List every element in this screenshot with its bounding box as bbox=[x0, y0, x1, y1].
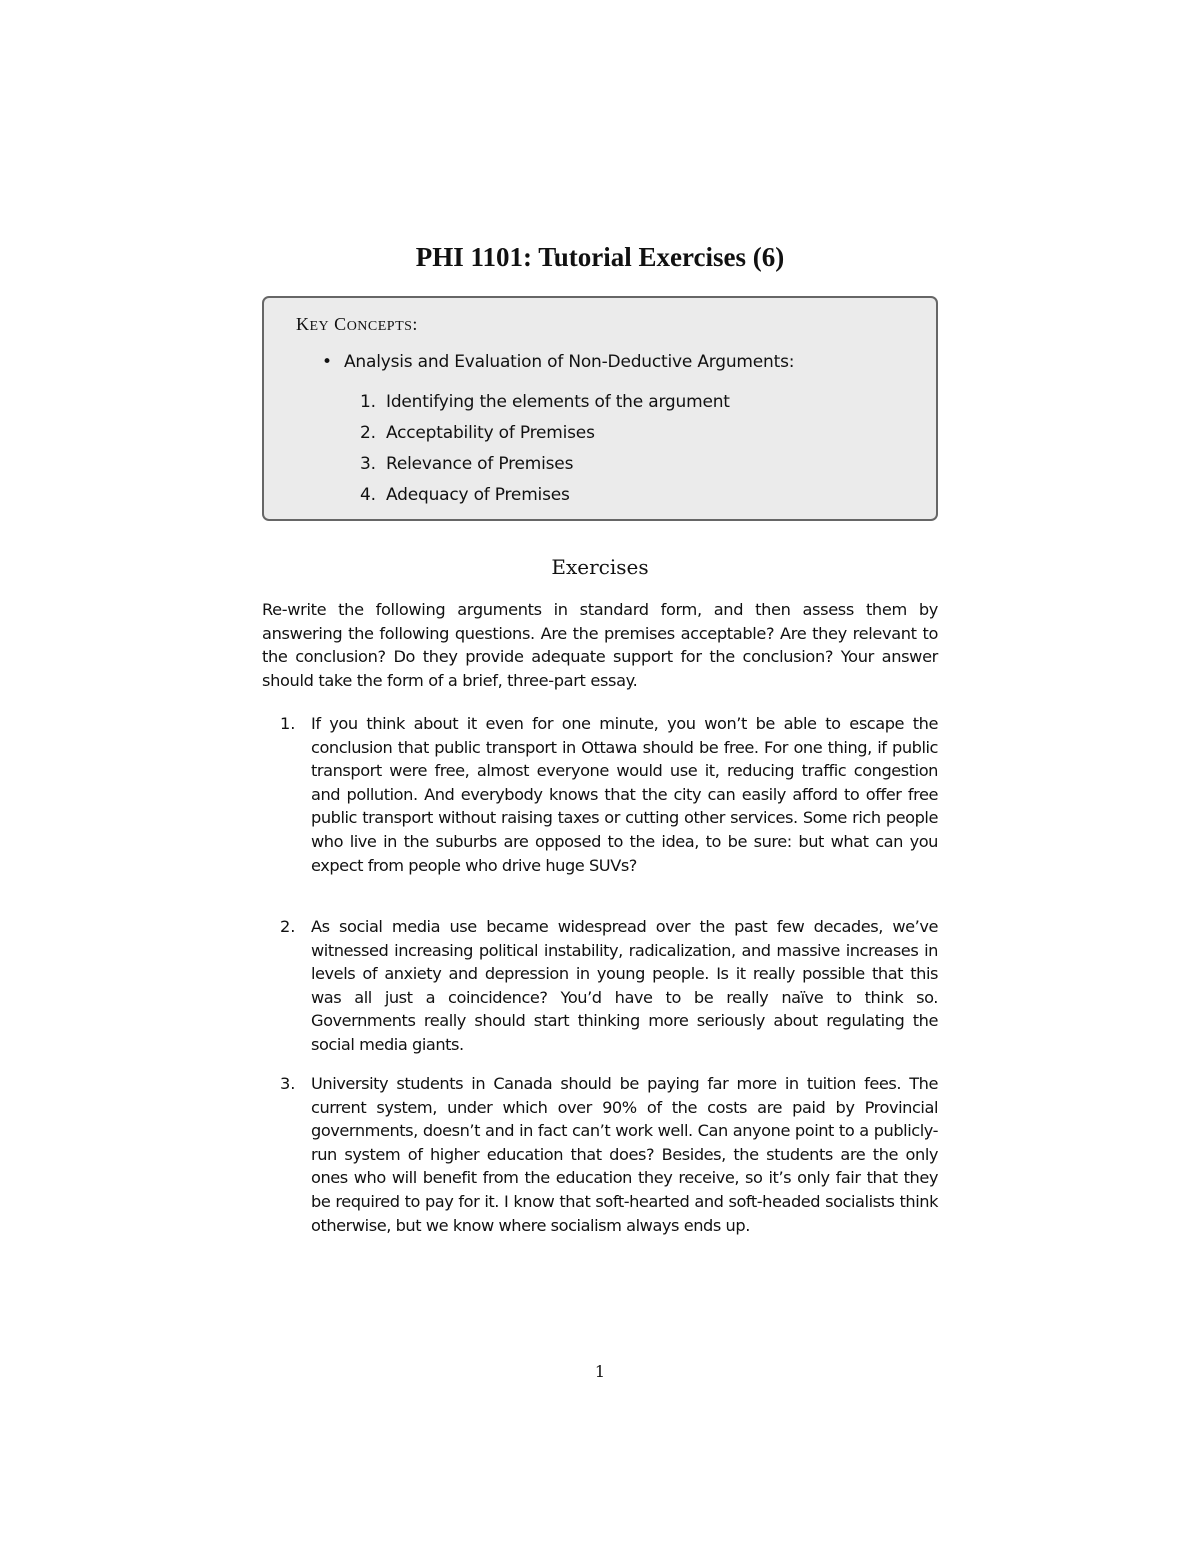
exercise-number: 3. bbox=[280, 1074, 296, 1093]
key-concepts-heading-k: K bbox=[296, 314, 310, 334]
step-number: 2. bbox=[360, 423, 376, 443]
key-concepts-box bbox=[262, 296, 938, 521]
exercise-number: 2. bbox=[280, 917, 296, 936]
step-number: 1. bbox=[360, 392, 376, 412]
step-label: Identifying the elements of the argument bbox=[386, 392, 730, 412]
key-concepts-heading-c: C bbox=[334, 314, 347, 334]
key-concepts-heading-oncepts: ONCEPTS bbox=[346, 319, 413, 334]
key-concepts-heading bbox=[296, 312, 418, 339]
key-concept-step bbox=[360, 421, 730, 452]
document-page bbox=[262, 0, 938, 1553]
key-concept-bullet-text: Analysis and Evaluation of Non-Deductive Arguments: bbox=[344, 352, 795, 372]
page-number: 1 bbox=[594, 1362, 606, 1381]
key-concept-step bbox=[360, 390, 730, 421]
exercise-text: If you think about it even for one minute, you won’t be able to escape the conclusion that public transport in Ottawa should be free. For one thing, if public transport were free, almost everyone would use it, reducing traffic congestion and pollution. And everybody knows that the city can easily afford to offer free public transport without raising taxes or cutting other services. Some rich people who live in the suburbs are opposed to the idea, to be sure: but what can you expect from people who drive huge SUVs? bbox=[311, 714, 938, 875]
exercises-heading: Exercises bbox=[551, 555, 649, 579]
exercise-text: As social media use became widespread over the past few decades, we’ve witnessed increasing political instability, radicalization, and massive increases in levels of anxiety and depression in young people. Is it really possible that this was all just a coincidence? You’d have to be really naïve to think so. Governments really should start thinking more seriously about regulating the social media giants. bbox=[311, 917, 938, 1054]
exercises-intro: Re-write the following arguments in standard form, and then assess them by answering the following questions. Are the premises acceptable? Are they relevant to the conclusion? Do they provide adequate support for the conclusion? Your answer should take the form of a brief, three-part essay. bbox=[262, 600, 938, 690]
exercise-text: University students in Canada should be paying far more in tuition fees. The current system, under which over 90% of the costs are paid by Provincial governments, doesn’t and in fact can’t work well. Can anyone point to a publicly-run system of higher education that does? Besides, the students are the only ones who will benefit from the education they receive, so it’s only fair that they be required to pay for it. I know that soft-hearted and soft-headed socialists think otherwise, but we know where socialism always ends up. bbox=[311, 1074, 938, 1235]
key-concept-bullet bbox=[322, 350, 794, 374]
bullet-icon: • bbox=[322, 352, 332, 372]
step-label: Acceptability of Premises bbox=[386, 423, 595, 443]
document-title: PHI 1101: Tutorial Exercises (6) bbox=[415, 242, 785, 272]
key-concept-step bbox=[360, 452, 730, 483]
step-label: Adequacy of Premises bbox=[386, 485, 570, 505]
key-concept-steps bbox=[360, 390, 730, 514]
exercise-number: 1. bbox=[280, 714, 296, 733]
key-concepts-heading-ey: EY bbox=[309, 319, 330, 334]
step-number: 4. bbox=[360, 485, 376, 505]
key-concept-step bbox=[360, 483, 730, 514]
key-concepts-heading-colon: : bbox=[412, 314, 418, 334]
step-label: Relevance of Premises bbox=[386, 454, 574, 474]
step-number: 3. bbox=[360, 454, 376, 474]
